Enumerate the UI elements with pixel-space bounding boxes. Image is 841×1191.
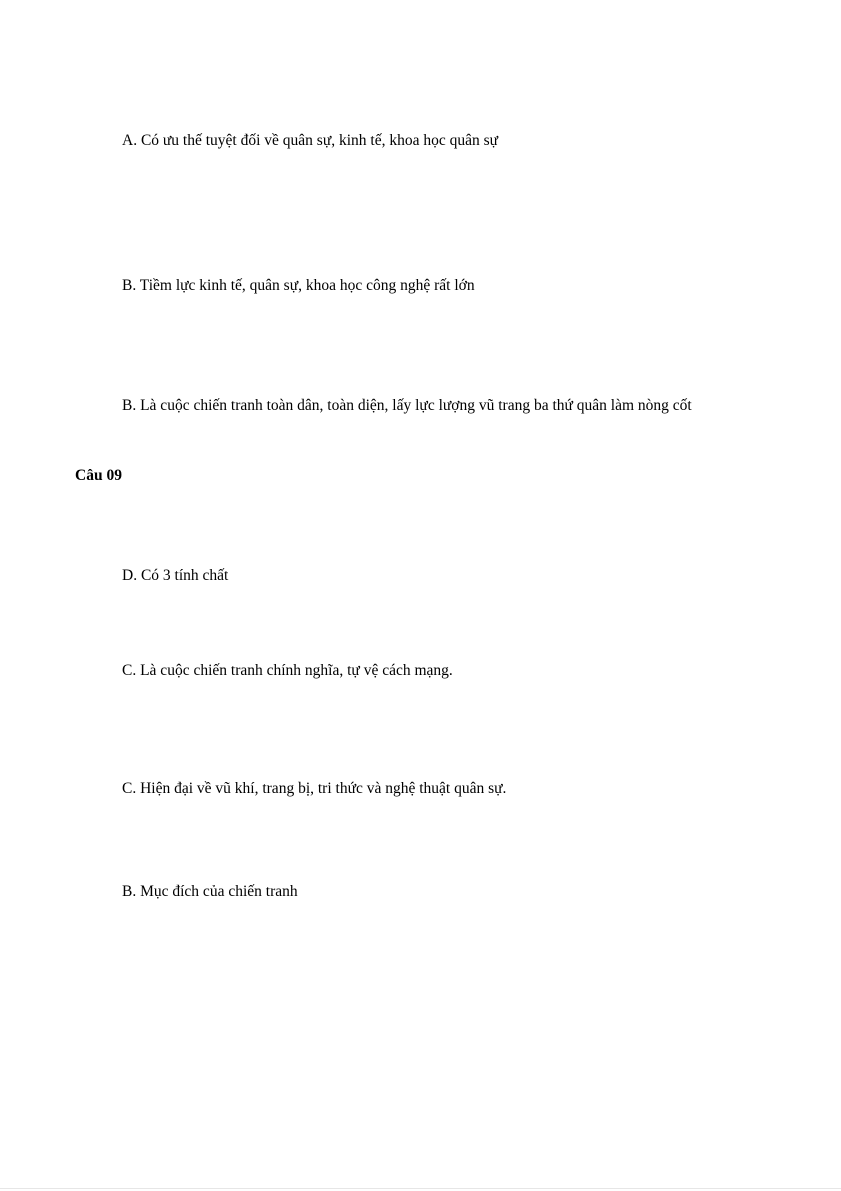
answer-option-b: B. Là cuộc chiến tranh toàn dân, toàn diện, lấy lực lượng vũ trang ba thứ quân làm nòng cốt	[122, 397, 692, 414]
answer-option-c: C. Hiện đại về vũ khí, trang bị, tri thức và nghệ thuật quân sự.	[122, 780, 507, 797]
answer-option-c: C. Là cuộc chiến tranh chính nghĩa, tự vệ cách mạng.	[122, 662, 453, 679]
answer-option-a: A. Có ưu thế tuyệt đối về quân sự, kinh tế, khoa học quân sự	[122, 132, 499, 149]
answer-option-b: B. Mục đích của chiến tranh	[122, 883, 298, 900]
answer-option-d: D. Có 3 tính chất	[122, 567, 229, 584]
page-bottom-edge	[0, 1188, 841, 1189]
answer-option-b: B. Tiềm lực kinh tế, quân sự, khoa học công nghệ rất lớn	[122, 277, 475, 294]
question-heading: Câu 09	[75, 467, 122, 484]
